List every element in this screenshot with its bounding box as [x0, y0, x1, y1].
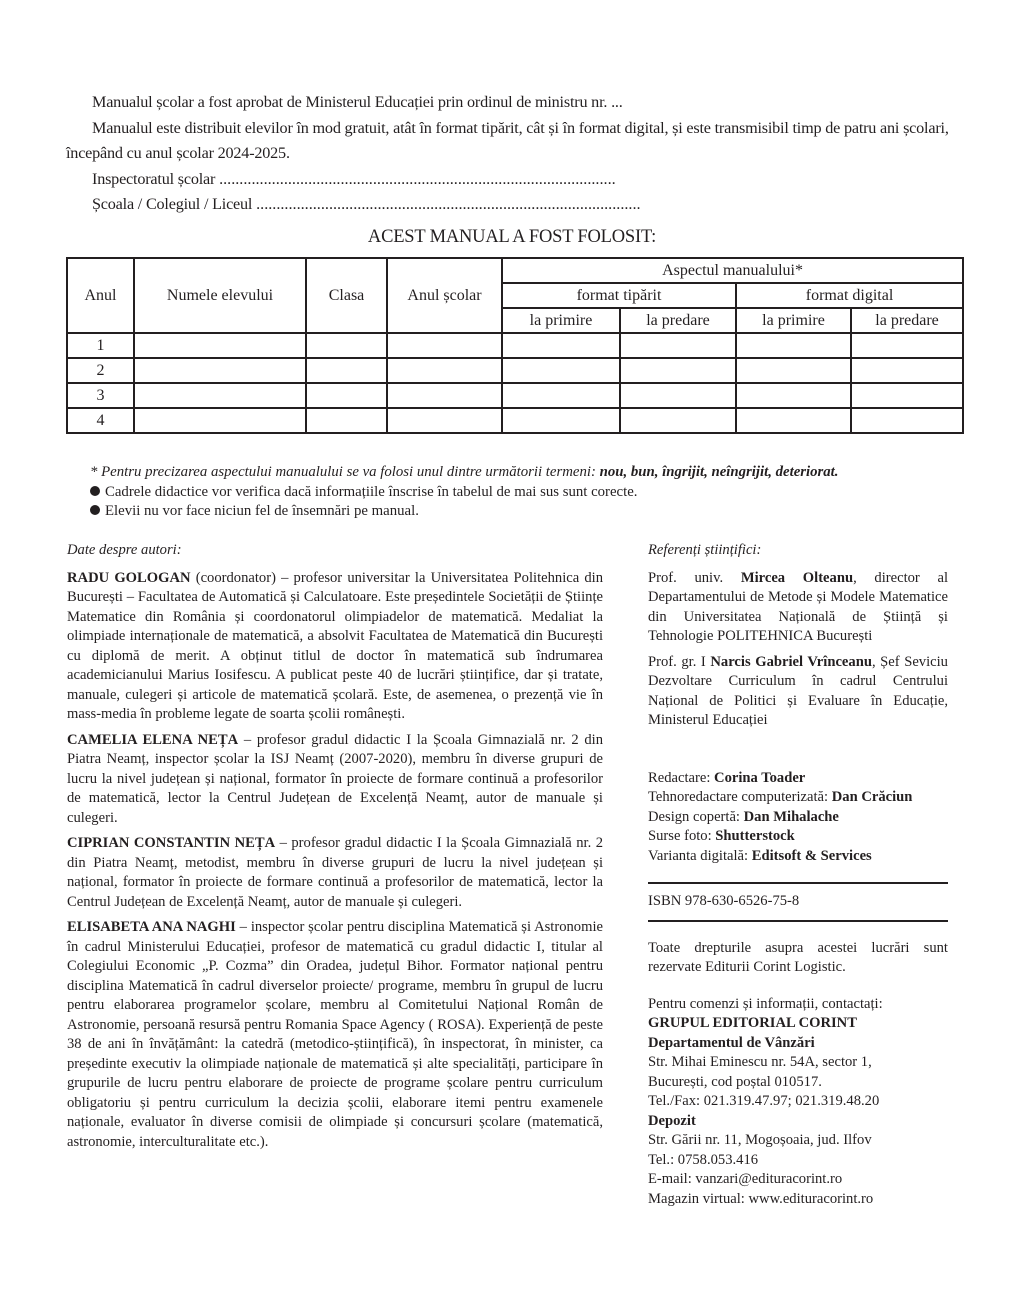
referee-title: Prof. univ. — [648, 569, 741, 586]
header-anul-scolar: Anul școlar — [387, 258, 502, 333]
cell-print-received[interactable] — [502, 383, 620, 408]
contact-block — [648, 995, 948, 1210]
cell-class[interactable] — [306, 358, 387, 383]
rights-notice: Toate drepturile asupra acestei lucrări sunt rezervate Editurii Corint Logistic. — [648, 939, 948, 975]
inspectorat-label: Inspectoratul școlar — [92, 169, 216, 188]
address-line: Str. Mihai Eminescu nr. 54A, sector 1, — [648, 1054, 872, 1070]
bullet-icon — [90, 505, 100, 515]
authors-section — [67, 541, 603, 1158]
contact-intro: Pentru comenzi și informații, contactați: — [648, 995, 883, 1012]
notes-section — [90, 463, 970, 522]
cell-digital-received[interactable] — [736, 333, 851, 358]
website-link[interactable]: Magazin virtual: www.edituracorint.ro — [648, 1190, 874, 1207]
cell-digital-returned[interactable] — [851, 408, 963, 433]
usage-table — [66, 257, 964, 434]
header-format-tiparit: format tipărit — [502, 283, 736, 308]
author-entry — [67, 834, 603, 912]
credit-label: Surse foto: — [648, 828, 716, 844]
authors-heading: Date despre autori: — [67, 542, 182, 558]
referees-heading: Referenți științifici: — [648, 542, 762, 558]
credit-item — [648, 847, 948, 867]
cell-student-name[interactable] — [134, 333, 306, 358]
credit-value: Shutterstock — [715, 828, 795, 844]
row-year: 1 — [67, 333, 134, 358]
scoala-label: Școala / Colegiul / Liceul — [92, 195, 253, 213]
publishing-info-section — [648, 541, 948, 1209]
note-text: Elevii nu vor face niciun fel de însemnări pe manual. — [105, 503, 419, 519]
table-row — [67, 358, 963, 383]
referee-entry — [648, 653, 948, 731]
cell-digital-returned[interactable] — [851, 333, 963, 358]
cell-digital-received[interactable] — [736, 408, 851, 433]
usage-table-title: ACEST MANUAL A FOST FOLOSIT: — [367, 227, 657, 247]
email-link[interactable]: E-mail: vanzari@edituracorint.ro — [648, 1171, 843, 1187]
credit-label: Varianta digitală: — [648, 847, 752, 864]
credit-value: Dan Mihalache — [743, 808, 839, 825]
inspectorat-fill-dots: .................................................................................................. — [219, 169, 616, 188]
referee-affiliation: , Șef Seviciu Dezvoltare Curriculum în cadrul Centrului Național de Politici și Evaluare în Educație, Ministerul Educației — [648, 653, 948, 728]
depot-address: Str. Gării nr. 11, Mogoșoaia, jud. Ilfov — [648, 1132, 872, 1148]
credit-value: Dan Crăciun — [831, 789, 913, 805]
header-tiparit-la-predare: la predare — [620, 308, 736, 333]
footnote-text: * Pentru precizarea aspectului manualului se va folosi unul dintre următorii termeni: — [90, 464, 600, 480]
header-digital-la-primire: la primire — [736, 308, 851, 333]
author-name: CAMELIA ELENA NEȚA — [67, 731, 239, 748]
cell-print-returned[interactable] — [620, 408, 736, 433]
company-name: GRUPUL EDITORIAL CORINT — [648, 1015, 857, 1031]
table-row — [67, 408, 963, 433]
credit-item — [648, 808, 948, 828]
address-line: București, cod poștal 010517. — [648, 1073, 822, 1090]
cell-digital-received[interactable] — [736, 358, 851, 383]
depot-label: Depozit — [648, 1112, 696, 1129]
cell-class[interactable] — [306, 408, 387, 433]
distribution-text: Manualul este distribuit elevilor în mod gratuit, atât în format tipărit, cât și în format digital, și este transmisibil timp de patru ani școlari, începând cu anul școlar 2024-2025. — [66, 118, 949, 162]
note-bullet-item — [90, 502, 970, 522]
cell-print-returned[interactable] — [620, 358, 736, 383]
cell-print-received[interactable] — [502, 358, 620, 383]
credit-value: Corina Toader — [714, 769, 806, 786]
credit-label: Design copertă: — [648, 808, 744, 825]
cell-print-returned[interactable] — [620, 333, 736, 358]
intro-section — [66, 90, 966, 218]
cell-student-name[interactable] — [134, 383, 306, 408]
credit-item — [648, 769, 948, 789]
footnote-terms: nou, bun, îngrijit, neîngrijit, deteriorat. — [599, 464, 839, 480]
isbn: ISBN 978-630-6526-75-8 — [648, 893, 800, 909]
author-bio: (coordonator) – profesor universitar la Universitatea Politehnica din București – Facultatea de Automatică și Calculatoare. Este președintele Societății de Științe Matematice din România și coordonatorul olimpiadelor de matematică. Medaliat la olimpiade internaționale de matematică, a absolvit Facultatea de Matematică din București cu diplomă de merit. A obținut titlul de doctor în matematică sub îndrumarea academicianului Marius Iosifescu. A publicat peste 40 de lucrări științifice, dar și tratate, manuale, culegeri și articole de matematică școlară. Este, de asemenea, o prezență vie în mass-media în probleme legate de soarta școlii românești. — [67, 569, 604, 722]
cell-class[interactable] — [306, 383, 387, 408]
note-text: Cadrele didactice vor verifica dacă informațiile înscrise în tabelul de mai sus sunt corecte. — [105, 483, 638, 500]
inspectorat-line — [66, 167, 966, 193]
cell-student-name[interactable] — [134, 358, 306, 383]
credit-item — [648, 788, 948, 808]
cell-digital-returned[interactable] — [851, 358, 963, 383]
header-clasa: Clasa — [306, 258, 387, 333]
depot-phone: Tel.: 0758.053.416 — [648, 1151, 759, 1168]
approval-text: Manualul școlar a fost aprobat de Ministerul Educației prin ordinul de ministru nr. ... — [92, 93, 623, 111]
header-aspectul-manualului: Aspectul manualului* — [502, 258, 963, 283]
author-entry — [67, 731, 603, 829]
cell-digital-received[interactable] — [736, 383, 851, 408]
referee-name: Narcis Gabriel Vrînceanu — [710, 653, 872, 670]
author-name: RADU GOLOGAN — [67, 569, 191, 586]
cell-school-year[interactable] — [387, 383, 502, 408]
row-year: 2 — [67, 358, 134, 383]
cell-school-year[interactable] — [387, 333, 502, 358]
cell-print-received[interactable] — [502, 333, 620, 358]
header-tiparit-la-primire: la primire — [502, 308, 620, 333]
author-bio: – profesor gradul didactic I la Școala Gimnazială nr. 2 din Piatra Neamț, inspector școlar la ISJ Neamț (2007-2020), membru în diverse grupuri de lucru la nivel județean și național, formator în proiecte de formare continuă a profesorilor de matematică, lector la Centrul Județean de Excelență Neamț, autor de manuale și culegeri. — [67, 731, 603, 826]
table-row — [67, 333, 963, 358]
cell-print-returned[interactable] — [620, 383, 736, 408]
header-anul: Anul — [67, 258, 134, 333]
credit-label: Tehnoredactare computerizată: — [648, 789, 832, 805]
telfax: Tel./Fax: 021.319.47.97; 021.319.48.20 — [648, 1093, 880, 1109]
cell-digital-returned[interactable] — [851, 383, 963, 408]
author-name: CIPRIAN CONSTANTIN NEȚA — [67, 835, 276, 851]
scoala-line — [66, 192, 966, 218]
referee-affiliation: , director al Departamentului de Metode și Modele Matematice din Universitatea Națională de Știință și Tehnologie POLITEHNICA București — [648, 569, 949, 644]
scoala-fill-dots: ............................................................................................... — [256, 195, 641, 213]
header-digital-la-predare: la predare — [851, 308, 963, 333]
cell-class[interactable] — [306, 333, 387, 358]
credits-list — [648, 769, 948, 867]
credit-label: Redactare: — [648, 769, 715, 786]
author-bio: – inspector școlar pentru disciplina Matematică și Astronomie în cadrul Ministerului Educației, profesor de matematică cu gradul didactic I, titular al Colegiului Economic „P. Cozma” din Oradea, județul Bihor. Formator național pentru disciplina Matematică în cadrul diverselor proiecte/ programe, membru în grupul de lucru pentru elaborarea programelor școlare, membru al Comitetului Național Român de Astronomie, persoană resursă pentru Romania Space Agency ( ROSA). Experiență de peste 38 de ani în învățământ: la catedră (metodico-științifică), în inspectorat, în minister, ca președinte executiv la olimpiade naționale de matematică și alte specialități, participare în grupurile de lucru pentru elaborare de proiecte de programe școlare pentru curriculum obligatoriu și pentru curriculum la decizia școlii, elaborare itemi pentru examenele naționale, evaluator în diverse comisii de olimpiade și concursuri școlare (matematică, astronomie, interculturalitate etc.). — [67, 919, 603, 1150]
header-numele-elevului: Numele elevului — [134, 258, 306, 333]
credit-item — [648, 827, 948, 847]
author-bio: – profesor gradul didactic I la Școala Gimnazială nr. 2 din Piatra Neamț, metodist, membru în diverse grupuri de lucru la nivel județean și național, formator în proiecte de formare continuă a profesorilor de matematică, lector la Centrul Județean de Excelență Neamț, autor de manuale și culegeri. — [67, 835, 604, 910]
author-entry — [67, 569, 603, 725]
referee-title: Prof. gr. I — [648, 653, 711, 670]
bullet-icon — [90, 486, 100, 496]
row-year: 3 — [67, 383, 134, 408]
cell-print-received[interactable] — [502, 408, 620, 433]
author-entry — [67, 918, 603, 1152]
referee-entry — [648, 569, 948, 647]
author-name: ELISABETA ANA NAGHI — [67, 919, 236, 935]
note-bullet-item — [90, 483, 970, 503]
credit-value: Editsoft & Services — [751, 847, 872, 864]
referee-name: Mircea Olteanu — [740, 569, 854, 586]
footnote — [90, 463, 970, 483]
cell-school-year[interactable] — [387, 358, 502, 383]
cell-student-name[interactable] — [134, 408, 306, 433]
header-format-digital: format digital — [736, 283, 963, 308]
row-year: 4 — [67, 408, 134, 433]
department-name: Departamentul de Vânzări — [648, 1034, 815, 1051]
cell-school-year[interactable] — [387, 408, 502, 433]
table-row — [67, 383, 963, 408]
